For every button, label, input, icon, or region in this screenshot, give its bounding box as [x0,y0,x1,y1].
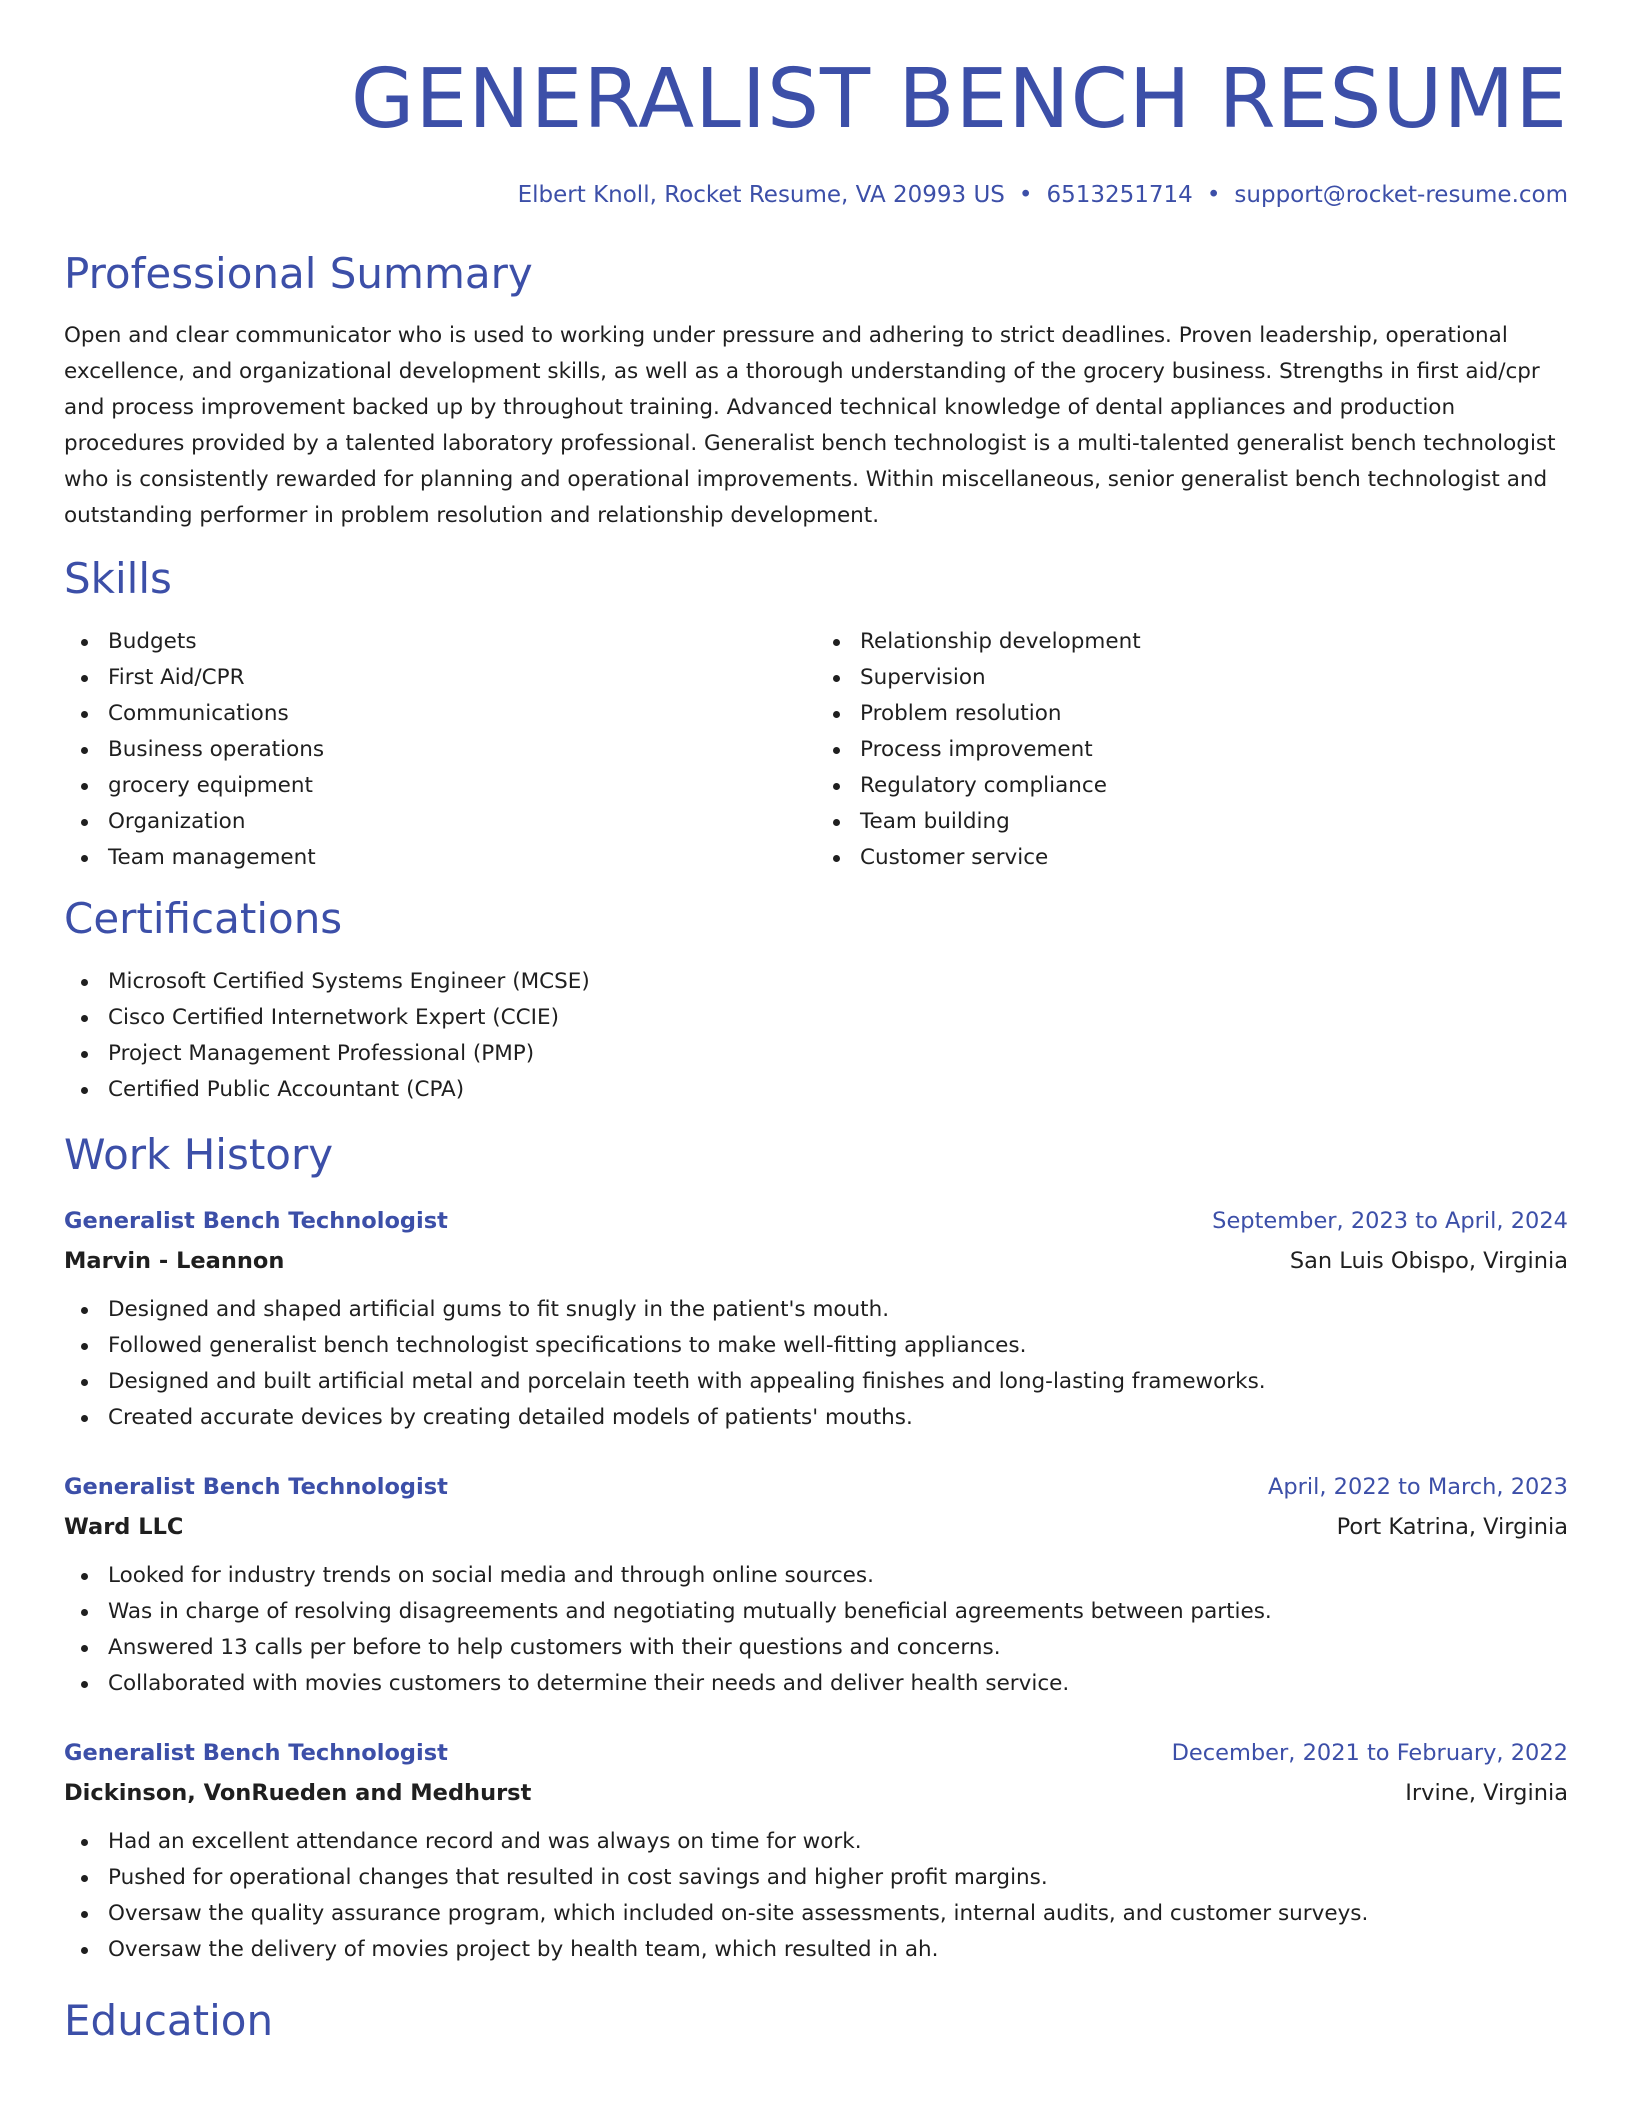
job-dates: September, 2023 to April, 2024 [1212,1208,1568,1234]
skill-item: First Aid/CPR [108,660,816,696]
job-dates: December, 2021 to February, 2022 [1171,1740,1568,1766]
job-bullets [64,1292,1568,1436]
contact-separator: • [1018,182,1033,208]
job-bullet: Designed and built artificial metal and porcelain teeth with appealing finishes and long-lasting frameworks. [108,1364,1568,1400]
job-title: Generalist Bench Technologist [64,1208,448,1234]
contact-phone: 6513251714 [1046,182,1193,208]
job-bullet: Answered 13 calls per before to help customers with their questions and concerns. [108,1630,1568,1666]
skill-item: Supervision [860,660,1568,696]
job-location: Port Katrina, Virginia [1336,1514,1568,1540]
job-company: Ward LLC [64,1514,184,1540]
job-bullet: Looked for industry trends on social media and through online sources. [108,1558,1568,1594]
contact-email: support@rocket-resume.com [1234,182,1568,208]
job-entry [64,1472,1568,1702]
job-bullet: Oversaw the quality assurance program, which included on-site assessments, internal audits, and customer surveys. [108,1896,1568,1932]
job-location: Irvine, Virginia [1405,1780,1568,1806]
contact-separator: • [1206,182,1221,208]
job-company-row [64,1502,1568,1542]
skill-item: Business operations [108,732,816,768]
contact-address: Elbert Knoll, Rocket Resume, VA 20993 US [517,182,1005,208]
work-history-heading: Work History [64,1130,334,1179]
job-bullet: Collaborated with movies customers to determine their needs and deliver health service. [108,1666,1568,1702]
job-bullet: Had an excellent attendance record and was always on time for work. [108,1824,1568,1860]
skill-item: Organization [108,804,816,840]
skills-columns [64,624,1568,876]
job-bullets [64,1558,1568,1702]
summary-heading: Professional Summary [64,249,533,298]
job-bullet: Was in charge of resolving disagreements and negotiating mutually beneficial agreements between parties. [108,1594,1568,1630]
job-bullet: Pushed for operational changes that resulted in cost savings and higher profit margins. [108,1860,1568,1896]
certification-item: Project Management Professional (PMP) [108,1036,1568,1072]
certification-item: Microsoft Certified Systems Engineer (MCSE) [108,964,1568,1000]
skill-item: Communications [108,696,816,732]
job-entry [64,1206,1568,1436]
skill-item: Team building [860,804,1568,840]
education-heading: Education [64,1996,274,2045]
job-location: San Luis Obispo, Virginia [1289,1248,1568,1274]
job-company: Dickinson, VonRueden and Medhurst [64,1780,532,1806]
job-bullet: Designed and shaped artificial gums to fit snugly in the patient's mouth. [108,1292,1568,1328]
certification-item: Certified Public Accountant (CPA) [108,1072,1568,1108]
job-bullet: Created accurate devices by creating detailed models of patients' mouths. [108,1400,1568,1436]
skill-item: Relationship development [860,624,1568,660]
skills-list-left [64,624,816,876]
certification-item: Cisco Certified Internetwork Expert (CCIE) [108,1000,1568,1036]
skill-item: Problem resolution [860,696,1568,732]
contact-line [64,180,1568,210]
summary-text: Open and clear communicator who is used to working under pressure and adhering to strict deadlines. Proven leadership, operational excellence, and organizational development skills, as well as a thorough understanding of the grocery business. Strengths in first aid/cpr and process improvement backed up by throughout training. Advanced technical knowledge of dental appliances and production procedures provided by a talented laboratory professional. Generalist bench technologist is a multi-talented generalist bench technologist who is consistently rewarded for planning and operational improvements. Within miscellaneous, senior generalist bench technologist and outstanding performer in problem resolution and relationship development. [64,323,1556,528]
skill-item: grocery equipment [108,768,816,804]
resume-title: GENERALIST BENCH RESUME [350,52,1568,147]
certifications-list [64,964,1568,1108]
job-header-row [64,1206,1568,1236]
job-title: Generalist Bench Technologist [64,1474,448,1500]
job-company: Marvin - Leannon [64,1248,285,1274]
skill-item: Team management [108,840,816,876]
job-company-row [64,1768,1568,1808]
job-dates: April, 2022 to March, 2023 [1267,1474,1568,1500]
job-company-row [64,1236,1568,1276]
skill-item: Customer service [860,840,1568,876]
skills-list-right [816,624,1568,876]
job-bullet: Oversaw the delivery of movies project by health team, which resulted in ah. [108,1932,1568,1968]
job-title: Generalist Bench Technologist [64,1740,448,1766]
skill-item: Budgets [108,624,816,660]
job-bullet: Followed generalist bench technologist specifications to make well-fitting appliances. [108,1328,1568,1364]
skill-item: Regulatory compliance [860,768,1568,804]
job-header-row [64,1472,1568,1502]
job-bullets [64,1824,1568,1968]
skill-item: Process improvement [860,732,1568,768]
skills-heading: Skills [64,554,172,603]
job-entry [64,1738,1568,1968]
certifications-heading: Certifications [64,894,343,943]
job-header-row [64,1738,1568,1768]
